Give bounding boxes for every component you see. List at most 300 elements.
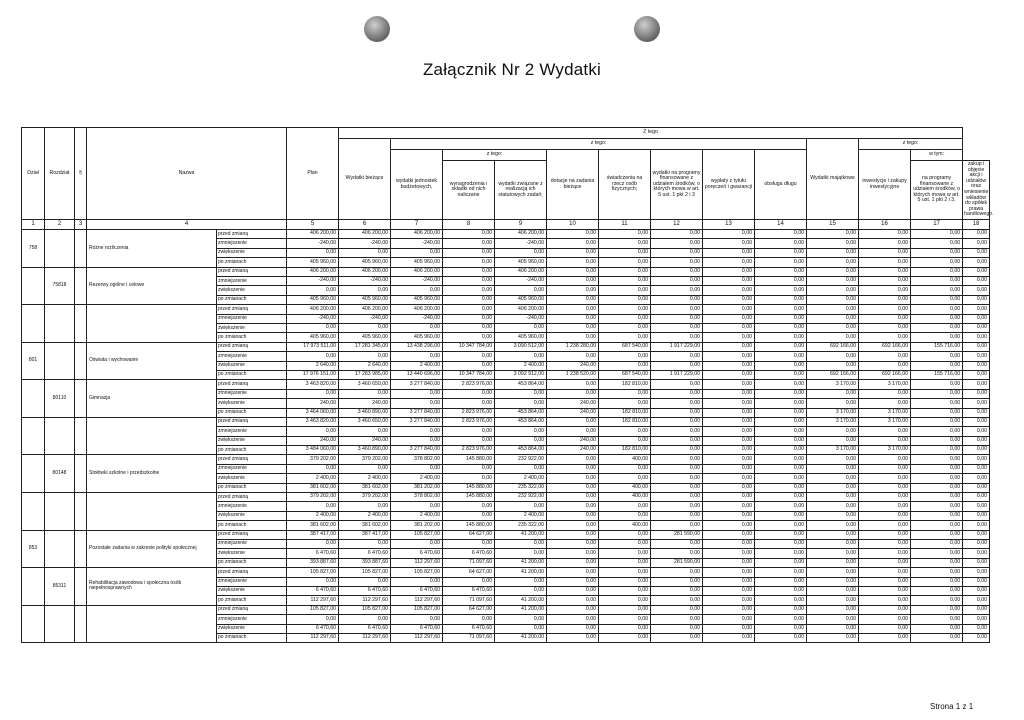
amount-cell: 0,00 xyxy=(807,333,859,342)
amount-cell: 0,00 xyxy=(859,248,911,257)
amount-cell: 0,00 xyxy=(911,624,963,633)
amount-cell: 0,00 xyxy=(703,258,755,267)
amount-cell: 0,00 xyxy=(651,624,703,633)
amount-cell: 405 960,00 xyxy=(339,333,391,342)
amount-cell: 240,00 xyxy=(339,399,391,408)
amount-cell: 0,00 xyxy=(807,539,859,548)
amount-cell: -240,00 xyxy=(339,314,391,323)
amount-cell: 240,00 xyxy=(547,436,599,445)
amount-cell: 0,00 xyxy=(755,615,807,624)
amount-cell: 0,00 xyxy=(963,464,990,473)
amount-cell: 0,00 xyxy=(651,511,703,520)
row-label: przed zmianą xyxy=(217,605,287,614)
amount-cell: 0,00 xyxy=(547,352,599,361)
amount-cell: 0,00 xyxy=(963,549,990,558)
amount-cell: 2 400,00 xyxy=(287,511,339,520)
row-label: przed zmianą xyxy=(217,267,287,276)
amount-cell: 0,00 xyxy=(547,549,599,558)
amount-cell: -240,00 xyxy=(287,277,339,286)
rozdzial-code xyxy=(45,605,75,643)
amount-cell: 3 277 840,00 xyxy=(391,380,443,389)
row-label: przed zmianą xyxy=(217,455,287,464)
rozdzial-code: 80148 xyxy=(45,455,75,493)
amount-cell: 0,00 xyxy=(963,455,990,464)
amount-cell: 0,00 xyxy=(703,408,755,417)
amount-cell: 145 880,00 xyxy=(443,493,495,502)
amount-cell: 0,00 xyxy=(807,239,859,248)
amount-cell: 406 200,00 xyxy=(339,230,391,239)
amount-cell: 0,00 xyxy=(859,277,911,286)
header-nazwa: Nazwa xyxy=(87,128,287,220)
row-label: zmniejszenie xyxy=(217,464,287,473)
row-label: zwiększenie xyxy=(217,586,287,595)
amount-cell: 0,00 xyxy=(859,502,911,511)
amount-cell: 0,00 xyxy=(703,615,755,624)
paragraph-cell xyxy=(75,305,87,343)
amount-cell: 3 464 060,00 xyxy=(287,408,339,417)
amount-cell: 105 827,00 xyxy=(391,605,443,614)
amount-cell: 0,00 xyxy=(807,361,859,370)
amount-cell: 453 864,00 xyxy=(495,417,547,426)
amount-cell: 0,00 xyxy=(547,624,599,633)
amount-cell: 0,00 xyxy=(443,305,495,314)
row-label: po zmianach xyxy=(217,446,287,455)
amount-cell: 0,00 xyxy=(651,239,703,248)
amount-cell: 0,00 xyxy=(547,295,599,304)
amount-cell: 10 347 784,00 xyxy=(443,370,495,379)
amount-cell: 2 823 976,00 xyxy=(443,380,495,389)
amount-cell: 0,00 xyxy=(651,474,703,483)
header-wyplaty: wypłaty z tytułu poręczeń i gwarancji xyxy=(703,150,755,220)
amount-cell: 0,00 xyxy=(755,568,807,577)
amount-cell: 0,00 xyxy=(651,539,703,548)
amount-cell: 0,00 xyxy=(755,399,807,408)
amount-cell: 0,00 xyxy=(339,539,391,548)
amount-cell: 0,00 xyxy=(599,427,651,436)
amount-cell: 112 297,60 xyxy=(339,633,391,642)
amount-cell: 0,00 xyxy=(703,624,755,633)
amount-cell: 3 277 840,00 xyxy=(391,417,443,426)
amount-cell: 381 202,00 xyxy=(391,521,443,530)
row-label: po zmianach xyxy=(217,258,287,267)
amount-cell: 0,00 xyxy=(911,380,963,389)
amount-cell: 406 200,00 xyxy=(287,267,339,276)
amount-cell: 0,00 xyxy=(703,436,755,445)
amount-cell: 0,00 xyxy=(755,502,807,511)
amount-cell: 0,00 xyxy=(651,446,703,455)
amount-cell: 0,00 xyxy=(807,286,859,295)
amount-cell: 379 202,00 xyxy=(287,455,339,464)
amount-cell: 105 827,00 xyxy=(391,568,443,577)
amount-cell: 105 827,00 xyxy=(339,605,391,614)
amount-cell: -240,00 xyxy=(287,239,339,248)
amount-cell: 0,00 xyxy=(651,295,703,304)
amount-cell: 0,00 xyxy=(703,295,755,304)
row-label: zmniejszenie xyxy=(217,502,287,511)
amount-cell: 0,00 xyxy=(755,624,807,633)
amount-cell: 0,00 xyxy=(599,277,651,286)
dzial-code xyxy=(22,267,45,305)
amount-cell: 0,00 xyxy=(703,342,755,351)
amount-cell: 3 277 840,00 xyxy=(391,446,443,455)
amount-cell: 0,00 xyxy=(859,624,911,633)
amount-cell: 0,00 xyxy=(547,455,599,464)
amount-cell: 0,00 xyxy=(859,361,911,370)
amount-cell: 0,00 xyxy=(651,361,703,370)
amount-cell: 0,00 xyxy=(547,333,599,342)
amount-cell: 0,00 xyxy=(599,248,651,257)
amount-cell: 3 460 650,00 xyxy=(339,380,391,389)
column-number: 5 xyxy=(287,220,339,230)
amount-cell: 0,00 xyxy=(651,464,703,473)
amount-cell: 0,00 xyxy=(443,286,495,295)
amount-cell: 41 200,00 xyxy=(495,558,547,567)
amount-cell: 0,00 xyxy=(287,539,339,548)
amount-cell: 387 417,00 xyxy=(287,530,339,539)
amount-cell: 0,00 xyxy=(443,615,495,624)
amount-cell: 0,00 xyxy=(547,248,599,257)
amount-cell: 0,00 xyxy=(287,286,339,295)
header-wydatki-majatkowe: Wydatki majątkowe xyxy=(807,139,859,220)
amount-cell: 0,00 xyxy=(755,455,807,464)
amount-cell: 0,00 xyxy=(963,380,990,389)
amount-cell: 41 200,00 xyxy=(495,568,547,577)
amount-cell: 0,00 xyxy=(911,324,963,333)
amount-cell: 0,00 xyxy=(547,230,599,239)
amount-cell: 0,00 xyxy=(859,427,911,436)
amount-cell: 0,00 xyxy=(443,277,495,286)
row-label: zmniejszenie xyxy=(217,389,287,398)
amount-cell: 0,00 xyxy=(755,380,807,389)
amount-cell: 240,00 xyxy=(547,408,599,417)
amount-cell: 0,00 xyxy=(755,230,807,239)
amount-cell: 0,00 xyxy=(807,305,859,314)
table-row xyxy=(22,493,990,502)
amount-cell: 0,00 xyxy=(911,295,963,304)
amount-cell: 0,00 xyxy=(963,248,990,257)
amount-cell: 0,00 xyxy=(599,436,651,445)
amount-cell: 0,00 xyxy=(859,530,911,539)
amount-cell: 0,00 xyxy=(547,539,599,548)
amount-cell: 10 347 784,00 xyxy=(443,342,495,351)
amount-cell: 0,00 xyxy=(547,324,599,333)
amount-cell: 0,00 xyxy=(547,502,599,511)
amount-cell: 0,00 xyxy=(963,436,990,445)
amount-cell: 0,00 xyxy=(859,493,911,502)
amount-cell: 0,00 xyxy=(287,577,339,586)
amount-cell: 0,00 xyxy=(911,305,963,314)
amount-cell: 0,00 xyxy=(547,417,599,426)
amount-cell: 405 960,00 xyxy=(391,333,443,342)
rozdzial-code xyxy=(45,493,75,531)
amount-cell: 0,00 xyxy=(703,596,755,605)
amount-cell: 3 170,00 xyxy=(859,446,911,455)
amount-cell: 41 200,00 xyxy=(495,605,547,614)
amount-cell: 0,00 xyxy=(599,474,651,483)
rozdzial-code xyxy=(45,530,75,568)
amount-cell: 0,00 xyxy=(755,530,807,539)
amount-cell: 0,00 xyxy=(963,521,990,530)
amount-cell: 0,00 xyxy=(703,314,755,323)
amount-cell: 0,00 xyxy=(963,417,990,426)
amount-cell: 0,00 xyxy=(963,361,990,370)
amount-cell: 0,00 xyxy=(287,464,339,473)
amount-cell: 0,00 xyxy=(963,324,990,333)
amount-cell: 0,00 xyxy=(547,483,599,492)
amount-cell: 0,00 xyxy=(703,417,755,426)
amount-cell: 0,00 xyxy=(703,493,755,502)
amount-cell: 182 810,00 xyxy=(599,417,651,426)
amount-cell: 405 960,00 xyxy=(339,258,391,267)
amount-cell: 0,00 xyxy=(911,389,963,398)
amount-cell: 0,00 xyxy=(911,577,963,586)
amount-cell: 0,00 xyxy=(703,305,755,314)
amount-cell: 0,00 xyxy=(651,615,703,624)
amount-cell: 406 200,00 xyxy=(287,305,339,314)
amount-cell: 0,00 xyxy=(703,324,755,333)
amount-cell: 0,00 xyxy=(807,502,859,511)
amount-cell: 0,00 xyxy=(547,511,599,520)
amount-cell: -240,00 xyxy=(287,314,339,323)
amount-cell: 0,00 xyxy=(599,305,651,314)
amount-cell: 2 400,00 xyxy=(495,361,547,370)
amount-cell: 0,00 xyxy=(859,455,911,464)
amount-cell: 0,00 xyxy=(339,248,391,257)
amount-cell: 0,00 xyxy=(859,633,911,642)
amount-cell: 0,00 xyxy=(807,530,859,539)
amount-cell: 406 200,00 xyxy=(495,267,547,276)
amount-cell: 0,00 xyxy=(443,324,495,333)
amount-cell: 112 297,60 xyxy=(287,633,339,642)
amount-cell: 0,00 xyxy=(495,324,547,333)
amount-cell: 0,00 xyxy=(339,615,391,624)
amount-cell: 6 470,60 xyxy=(339,586,391,595)
amount-cell: 0,00 xyxy=(963,408,990,417)
amount-cell: 381 202,00 xyxy=(391,483,443,492)
amount-cell: -240,00 xyxy=(339,239,391,248)
header-z-tego-top: Z tego xyxy=(339,128,963,139)
amount-cell: 0,00 xyxy=(547,427,599,436)
amount-cell: 0,00 xyxy=(859,352,911,361)
amount-cell: 0,00 xyxy=(651,521,703,530)
amount-cell: 0,00 xyxy=(963,389,990,398)
amount-cell: 0,00 xyxy=(287,324,339,333)
amount-cell: 0,00 xyxy=(963,483,990,492)
row-label: zmniejszenie xyxy=(217,239,287,248)
column-number: 11 xyxy=(599,220,651,230)
amount-cell: 0,00 xyxy=(703,577,755,586)
amount-cell: 0,00 xyxy=(963,558,990,567)
amount-cell: 0,00 xyxy=(599,389,651,398)
amount-cell: 0,00 xyxy=(703,539,755,548)
column-number: 17 xyxy=(911,220,963,230)
amount-cell: 71 097,60 xyxy=(443,558,495,567)
amount-cell: 3 170,00 xyxy=(807,446,859,455)
table-row xyxy=(22,605,990,614)
amount-cell: 0,00 xyxy=(443,539,495,548)
amount-cell: 0,00 xyxy=(859,577,911,586)
amount-cell: 0,00 xyxy=(651,502,703,511)
amount-cell: 0,00 xyxy=(859,436,911,445)
amount-cell: 0,00 xyxy=(755,258,807,267)
row-label: zwiększenie xyxy=(217,436,287,445)
amount-cell: 0,00 xyxy=(859,605,911,614)
amount-cell: 3 484 060,00 xyxy=(287,446,339,455)
amount-cell: 0,00 xyxy=(703,464,755,473)
amount-cell: 0,00 xyxy=(807,389,859,398)
amount-cell: 2 823 976,00 xyxy=(443,408,495,417)
amount-cell: 0,00 xyxy=(859,511,911,520)
amount-cell: 0,00 xyxy=(807,586,859,595)
rozdzial-code xyxy=(45,230,75,268)
amount-cell: 0,00 xyxy=(547,464,599,473)
amount-cell: 0,00 xyxy=(859,596,911,605)
amount-cell: 0,00 xyxy=(807,624,859,633)
binder-hole xyxy=(364,16,390,42)
amount-cell: 0,00 xyxy=(651,455,703,464)
rozdzial-code xyxy=(45,417,75,455)
amount-cell: 0,00 xyxy=(703,333,755,342)
amount-cell: 64 627,00 xyxy=(443,605,495,614)
amount-cell: 0,00 xyxy=(963,577,990,586)
amount-cell: 240,00 xyxy=(287,399,339,408)
amount-cell: 0,00 xyxy=(859,324,911,333)
amount-cell: 0,00 xyxy=(495,286,547,295)
amount-cell: 381 602,00 xyxy=(287,521,339,530)
amount-cell: 406 200,00 xyxy=(391,305,443,314)
paragraph-cell xyxy=(75,342,87,380)
amount-cell: 0,00 xyxy=(547,239,599,248)
amount-cell: 0,00 xyxy=(339,286,391,295)
amount-cell: 378 802,00 xyxy=(391,455,443,464)
amount-cell: 0,00 xyxy=(911,352,963,361)
amount-cell: 0,00 xyxy=(755,464,807,473)
amount-cell: 0,00 xyxy=(339,427,391,436)
amount-cell: 0,00 xyxy=(599,286,651,295)
amount-cell: -240,00 xyxy=(339,277,391,286)
amount-cell: 0,00 xyxy=(963,286,990,295)
amount-cell: 0,00 xyxy=(859,305,911,314)
amount-cell: 17 976 151,00 xyxy=(287,370,339,379)
row-label: przed zmianą xyxy=(217,380,287,389)
amount-cell: 0,00 xyxy=(963,427,990,436)
amount-cell: 3 092 912,00 xyxy=(495,370,547,379)
header-wydatki-programy: wydatki na programy finansowane z udziałem środków, o których mowa w art. 5 ust. 1 pkt 2 i 3 xyxy=(651,150,703,220)
amount-cell: 0,00 xyxy=(755,342,807,351)
amount-cell: 0,00 xyxy=(911,277,963,286)
amount-cell: 0,00 xyxy=(599,568,651,577)
amount-cell: 0,00 xyxy=(859,464,911,473)
row-label: zwiększenie xyxy=(217,248,287,257)
amount-cell: 0,00 xyxy=(443,474,495,483)
amount-cell: 0,00 xyxy=(443,333,495,342)
amount-cell: 64 627,00 xyxy=(443,530,495,539)
row-label: po zmianach xyxy=(217,408,287,417)
amount-cell: 0,00 xyxy=(703,568,755,577)
amount-cell: 240,00 xyxy=(547,399,599,408)
table-row xyxy=(22,267,990,276)
amount-cell: 692 166,00 xyxy=(807,342,859,351)
amount-cell: 0,00 xyxy=(495,586,547,595)
amount-cell: 400,00 xyxy=(599,455,651,464)
amount-cell: 379 202,00 xyxy=(339,455,391,464)
amount-cell: 41 200,00 xyxy=(495,530,547,539)
item-name: Rezerwy ogólne i celowe xyxy=(87,267,217,305)
item-name: Stołówki szkolne i przedszkolne xyxy=(87,455,217,493)
dzial-code xyxy=(22,455,45,493)
amount-cell: 0,00 xyxy=(547,258,599,267)
paragraph-cell xyxy=(75,380,87,418)
amount-cell: 0,00 xyxy=(703,558,755,567)
row-label: przed zmianą xyxy=(217,342,287,351)
amount-cell: 2 823 976,00 xyxy=(443,446,495,455)
column-number: 9 xyxy=(495,220,547,230)
amount-cell: 0,00 xyxy=(599,464,651,473)
row-label: zwiększenie xyxy=(217,286,287,295)
amount-cell: 0,00 xyxy=(859,230,911,239)
amount-cell: 687 540,00 xyxy=(599,370,651,379)
amount-cell: 0,00 xyxy=(599,549,651,558)
amount-cell: 0,00 xyxy=(911,333,963,342)
paragraph-cell xyxy=(75,493,87,531)
amount-cell: 41 200,00 xyxy=(495,596,547,605)
amount-cell: 0,00 xyxy=(495,615,547,624)
amount-cell: 0,00 xyxy=(911,314,963,323)
amount-cell: 0,00 xyxy=(755,427,807,436)
item-name: Rehabilitacja zawodowa i społeczna osób niepełnosprawnych xyxy=(87,568,217,606)
amount-cell: 0,00 xyxy=(703,286,755,295)
amount-cell: 405 960,00 xyxy=(287,333,339,342)
amount-cell: 0,00 xyxy=(807,277,859,286)
amount-cell: 0,00 xyxy=(755,586,807,595)
amount-cell: 379 202,00 xyxy=(339,493,391,502)
amount-cell: 0,00 xyxy=(599,596,651,605)
amount-cell: 0,00 xyxy=(339,389,391,398)
amount-cell: 0,00 xyxy=(443,248,495,257)
amount-cell: 0,00 xyxy=(755,277,807,286)
amount-cell: 232 922,00 xyxy=(495,493,547,502)
dzial-code xyxy=(22,380,45,418)
amount-cell: 112 297,60 xyxy=(391,633,443,642)
rozdzial-code xyxy=(45,342,75,380)
amount-cell: 0,00 xyxy=(651,258,703,267)
amount-cell: 0,00 xyxy=(495,539,547,548)
amount-cell: 0,00 xyxy=(703,474,755,483)
amount-cell: 0,00 xyxy=(443,230,495,239)
amount-cell: 0,00 xyxy=(963,267,990,276)
amount-cell: 3 277 840,00 xyxy=(391,408,443,417)
amount-cell: 0,00 xyxy=(807,633,859,642)
amount-cell: 0,00 xyxy=(911,539,963,548)
amount-cell: 0,00 xyxy=(911,399,963,408)
amount-cell: 0,00 xyxy=(703,389,755,398)
amount-cell: 0,00 xyxy=(963,530,990,539)
amount-cell: 0,00 xyxy=(963,258,990,267)
amount-cell: 0,00 xyxy=(287,389,339,398)
row-label: przed zmianą xyxy=(217,305,287,314)
amount-cell: 0,00 xyxy=(443,436,495,445)
paragraph-cell xyxy=(75,417,87,455)
dzial-code xyxy=(22,417,45,455)
amount-cell: 13 438 296,00 xyxy=(391,342,443,351)
amount-cell: 0,00 xyxy=(651,436,703,445)
amount-cell: 0,00 xyxy=(755,361,807,370)
amount-cell: 155 716,00 xyxy=(911,342,963,351)
item-name xyxy=(87,305,217,343)
amount-cell: 0,00 xyxy=(963,502,990,511)
amount-cell: 182 810,00 xyxy=(599,380,651,389)
amount-cell: 0,00 xyxy=(911,464,963,473)
